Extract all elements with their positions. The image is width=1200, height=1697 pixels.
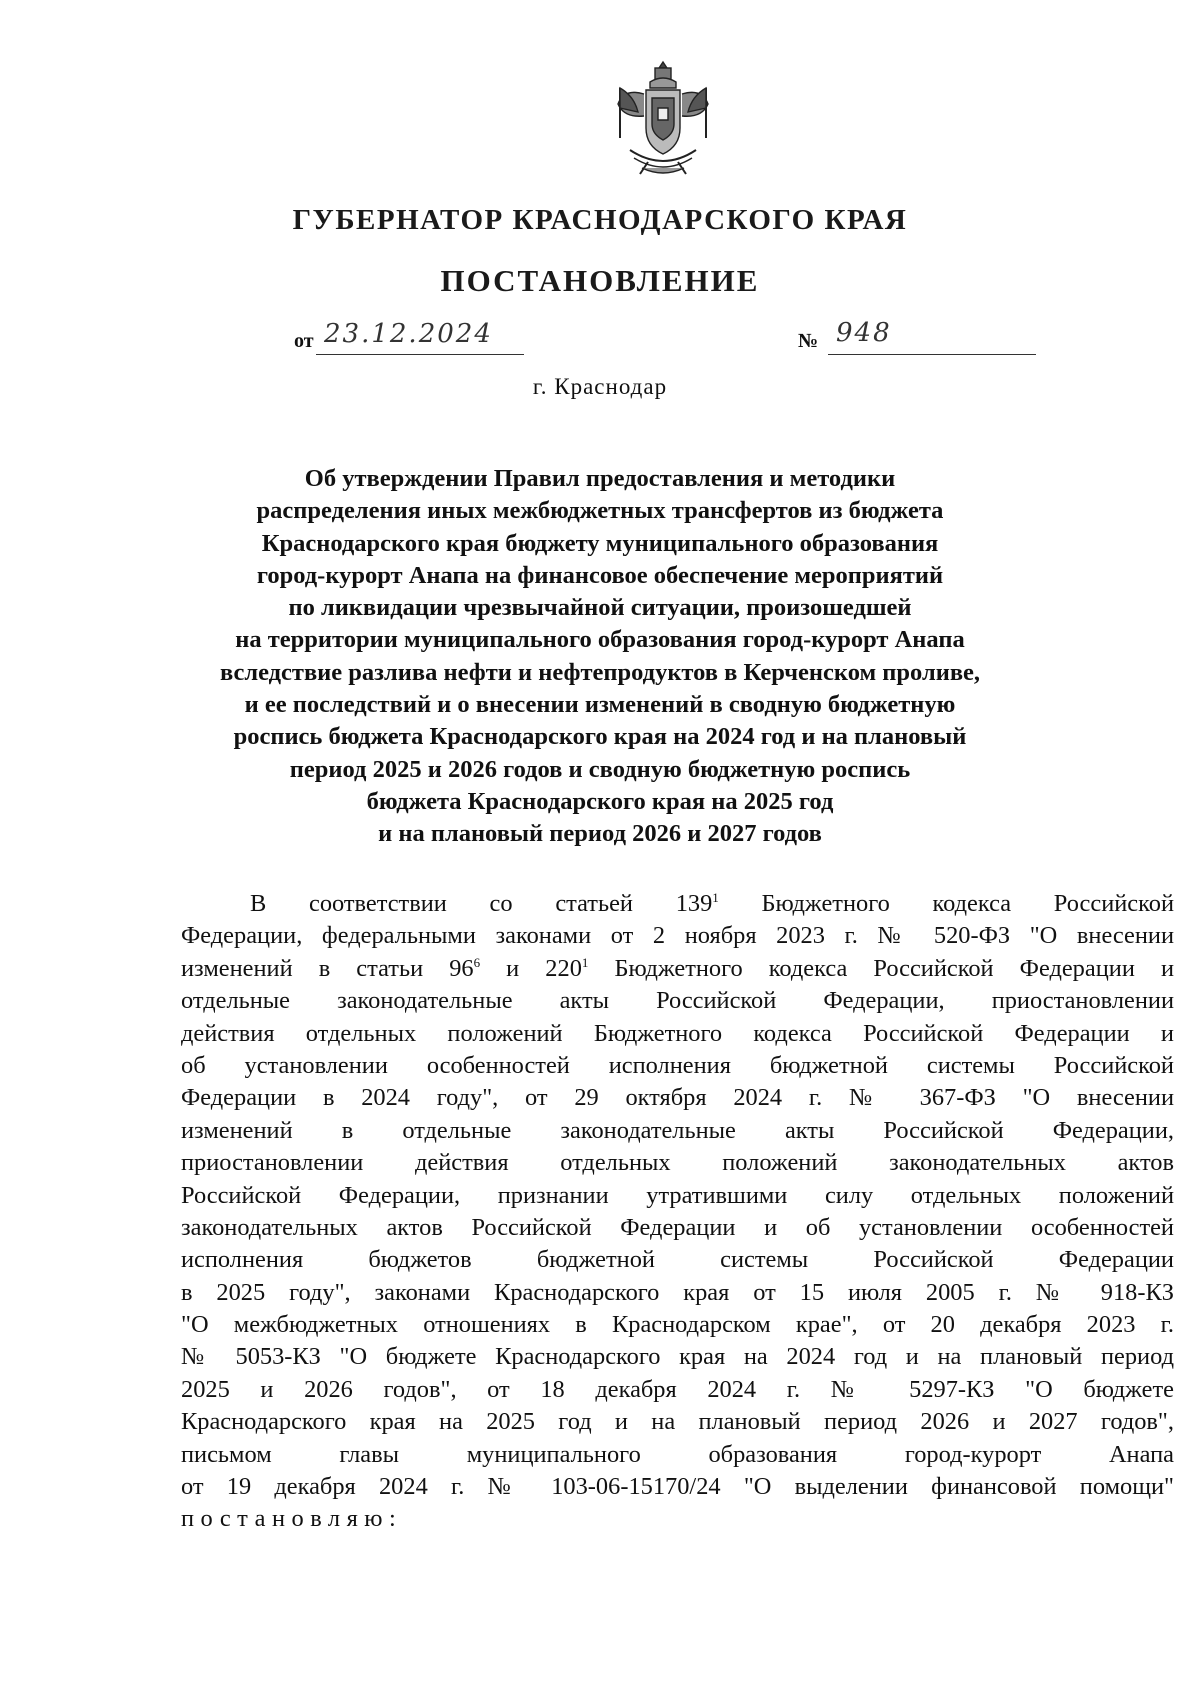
title-line: бюджета Краснодарского края на 2025 год bbox=[366, 787, 834, 815]
body-line: Краснодарского края на 2025 год и на плановый период 2026 и 2027 годов", bbox=[181, 1408, 1174, 1436]
body-text: Бюджетного кодекса Российской Федерации и bbox=[588, 954, 1174, 982]
resolve-word: постановляю: bbox=[181, 1505, 403, 1533]
title-line: Об утверждении Правил предоставления и методики bbox=[304, 465, 896, 492]
title-line: период 2025 и 2026 годов и сводную бюджетную роспись bbox=[289, 755, 911, 783]
number-label: № bbox=[798, 330, 819, 352]
title-line: Краснодарского края бюджету муниципального образования bbox=[261, 529, 939, 557]
body-line: № 5053-КЗ "О бюджете Краснодарского края на 2024 год и на плановый период bbox=[181, 1343, 1174, 1371]
document-title bbox=[180, 463, 1020, 851]
title-line: распределения иных межбюджетных трансфертов из бюджета bbox=[256, 497, 944, 525]
body-text: и 220 bbox=[480, 954, 582, 982]
date-underline bbox=[316, 354, 524, 355]
coat-of-arms-emblem bbox=[608, 58, 718, 182]
body-text: В соответствии со статьей 139 bbox=[250, 890, 713, 917]
title-line: город-курорт Анапа на финансовое обеспечение мероприятий bbox=[256, 561, 944, 589]
body-line: отдельные законодательные акты Российской Федерации, приостановлении bbox=[181, 987, 1174, 1015]
body-line: изменений в отдельные законодательные акты Российской Федерации, bbox=[181, 1116, 1174, 1144]
body-line: об установлении особенностей исполнения бюджетной системы Российской bbox=[181, 1051, 1174, 1079]
body-line: действия отдельных положений Бюджетного кодекса Российской Федерации и bbox=[181, 1019, 1174, 1047]
superscript: 1 bbox=[712, 890, 719, 905]
body-line: 2025 и 2026 годов", от 18 декабря 2024 г. № 5297-КЗ "О бюджете bbox=[181, 1375, 1174, 1403]
document-type: ПОСТАНОВЛЕНИЕ bbox=[440, 263, 760, 298]
body-line: письмом главы муниципального образования город-курорт Анапа bbox=[181, 1440, 1174, 1468]
body-line bbox=[181, 888, 1174, 920]
title-line: и ее последствий и о внесении изменений в сводную бюджетную bbox=[244, 691, 956, 719]
title-line: и на плановый период 2026 и 2027 годов bbox=[378, 820, 822, 848]
body-line: законодательных актов Российской Федерации и об установлении особенностей bbox=[181, 1213, 1174, 1241]
city: г. Краснодар bbox=[532, 374, 668, 399]
body-line: "О межбюджетных отношениях в Краснодарском крае", от 20 декабря 2023 г. bbox=[181, 1311, 1174, 1339]
issuing-authority: ГУБЕРНАТОР КРАСНОДАРСКОГО КРАЯ bbox=[292, 204, 908, 236]
superscript: 1 bbox=[581, 954, 589, 970]
body-text: изменений в статьи 96 bbox=[181, 954, 474, 982]
body-line: Федерации, федеральными законами от 2 ноября 2023 г. № 520-ФЗ "О внесении bbox=[181, 922, 1174, 950]
preamble-paragraph bbox=[181, 888, 1174, 1536]
date-value: 23.12.2024 bbox=[324, 319, 493, 349]
body-line: от 19 декабря 2024 г. № 103-06-15170/24 "О выделении финансовой помощи" bbox=[181, 1473, 1174, 1501]
body-line: приостановлении действия отдельных положений законодательных актов bbox=[181, 1149, 1174, 1177]
title-line: роспись бюджета Краснодарского края на 2024 год и на плановый bbox=[233, 723, 967, 751]
title-line: на территории муниципального образования город-курорт Анапа bbox=[235, 626, 965, 654]
body-line: в 2025 году", законами Краснодарского края от 15 июля 2005 г. № 918-КЗ bbox=[181, 1278, 1174, 1306]
title-line: вследствие разлива нефти и нефтепродуктов в Керченском проливе, bbox=[219, 658, 981, 686]
body-line bbox=[181, 953, 1174, 985]
title-line: по ликвидации чрезвычайной ситуации, произошедшей bbox=[288, 594, 912, 622]
superscript: 6 bbox=[473, 954, 481, 970]
number-underline bbox=[828, 354, 1036, 355]
body-line: Федерации в 2024 году", от 29 октября 2024 г. № 367-ФЗ "О внесении bbox=[181, 1084, 1174, 1112]
body-text: Бюджетного кодекса Российской bbox=[718, 890, 1174, 917]
number-value: 948 bbox=[836, 318, 892, 348]
body-line: исполнения бюджетов бюджетной системы Российской Федерации bbox=[181, 1246, 1174, 1274]
body-line: Российской Федерации, признании утратившими силу отдельных положений bbox=[181, 1181, 1174, 1209]
date-label: от bbox=[294, 330, 314, 352]
